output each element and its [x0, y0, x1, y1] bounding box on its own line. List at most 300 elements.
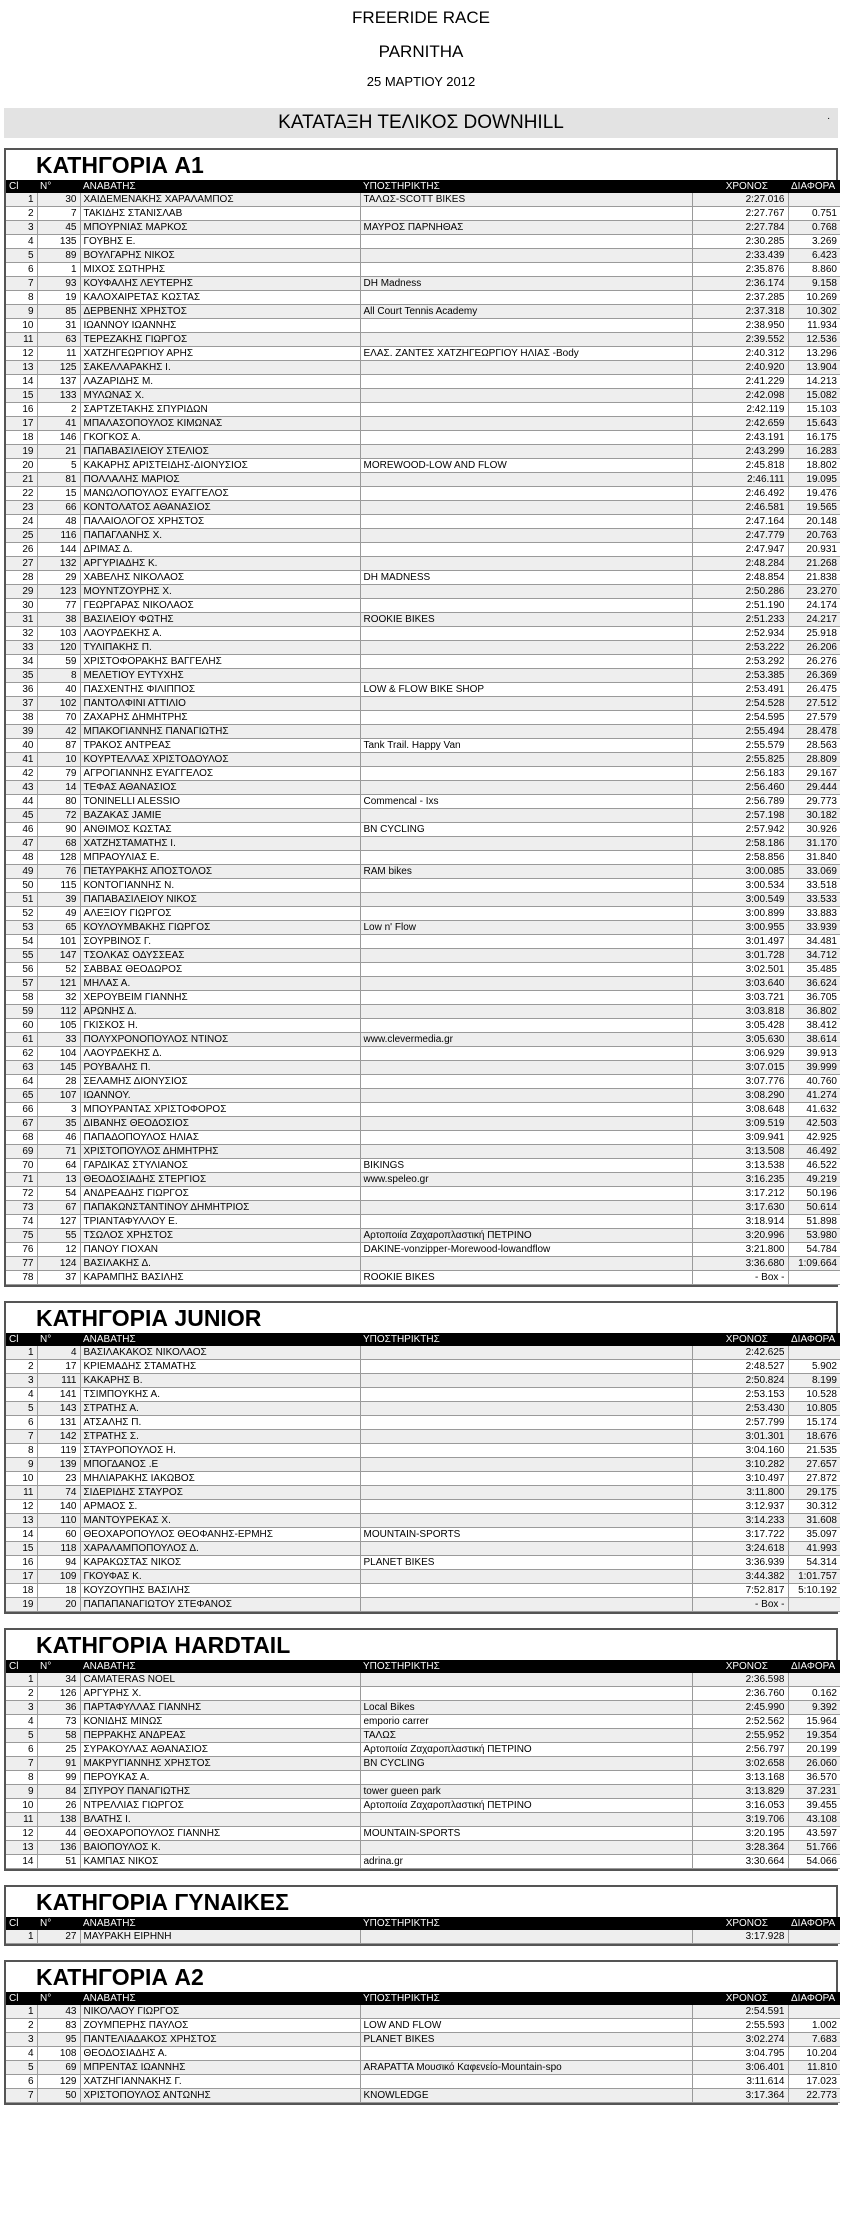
column-header-sponsor: ΥΠΟΣΤΗΡΙΚΤΗΣ — [363, 1661, 440, 1672]
time-cell: - Box - — [692, 1598, 788, 1612]
rider-name-cell: ΓΑΡΔΙΚΑΣ ΣΤΥΛΙΑΝΟΣ — [80, 1159, 360, 1173]
table-row — [6, 1159, 840, 1173]
rider-name-cell: ΑΤΣΑΛΗΣ Π. — [80, 1416, 360, 1430]
table-row — [6, 823, 840, 837]
table-row — [6, 711, 840, 725]
gap-cell: 40.760 — [788, 1075, 840, 1089]
rider-name-cell: ΝΙΚΟΛΑΟΥ ΓΙΩΡΓΟΣ — [80, 2005, 360, 2019]
sponsor-cell — [360, 1402, 692, 1416]
rank-cell: 23 — [6, 501, 37, 515]
rider-name-cell: ΠΑΝΤΟΛΦΙΝΙ ΑΤΤΙΛΙΟ — [80, 697, 360, 711]
bib-number-cell: 121 — [37, 977, 80, 991]
column-header-time: ΧΡΟΝΟΣ — [725, 1334, 768, 1345]
gap-cell: 46.492 — [788, 1145, 840, 1159]
rank-cell: 4 — [6, 2047, 37, 2061]
table-row — [6, 907, 840, 921]
gap-cell: 10.204 — [788, 2047, 840, 2061]
table-row — [6, 347, 840, 361]
rider-name-cell: ΒΟΥΛΓΑΡΗΣ ΝΙΚΟΣ — [80, 249, 360, 263]
rider-name-cell: ΙΩΑΝΝΟΥ ΙΩΑΝΝΗΣ — [80, 319, 360, 333]
time-cell: 2:54.591 — [692, 2005, 788, 2019]
sponsor-cell — [360, 1458, 692, 1472]
rank-cell: 9 — [6, 1458, 37, 1472]
table-row — [6, 893, 840, 907]
gap-cell: 50.614 — [788, 1201, 840, 1215]
sponsor-cell — [360, 879, 692, 893]
time-cell: 3:11.614 — [692, 2075, 788, 2089]
time-cell: 3:01.497 — [692, 935, 788, 949]
table-row — [6, 655, 840, 669]
time-cell: 2:27.784 — [692, 221, 788, 235]
rank-cell: 52 — [6, 907, 37, 921]
time-cell: 3:02.501 — [692, 963, 788, 977]
sponsor-cell — [360, 1131, 692, 1145]
table-row — [6, 445, 840, 459]
bib-number-cell: 58 — [37, 1729, 80, 1743]
rider-name-cell: ΑΓΡΟΓΙΑΝΝΗΣ ΕΥΑΓΓΕΛΟΣ — [80, 767, 360, 781]
time-cell: 3:21.800 — [692, 1243, 788, 1257]
column-header-sponsor: ΥΠΟΣΤΗΡΙΚΤΗΣ — [363, 1993, 440, 2004]
time-cell: 2:36.598 — [692, 1673, 788, 1687]
table-row — [6, 515, 840, 529]
sponsor-cell — [360, 1374, 692, 1388]
rank-cell: 42 — [6, 767, 37, 781]
gap-cell: 33.533 — [788, 893, 840, 907]
rank-cell: 9 — [6, 305, 37, 319]
sponsor-cell — [360, 2047, 692, 2061]
results-table — [6, 1992, 840, 2103]
time-cell: 3:16.053 — [692, 1799, 788, 1813]
rank-cell: 19 — [6, 445, 37, 459]
column-header-no: N° — [40, 1918, 52, 1929]
rank-cell: 21 — [6, 473, 37, 487]
bib-number-cell: 63 — [37, 333, 80, 347]
rider-name-cell: ΒΑΙΟΠΟΥΛΟΣ Κ. — [80, 1841, 360, 1855]
column-header-rider: ΑΝΑΒΑΤΗΣ — [83, 1918, 136, 1929]
bib-number-cell: 85 — [37, 305, 80, 319]
time-cell: 2:50.824 — [692, 1374, 788, 1388]
time-cell: 2:36.174 — [692, 277, 788, 291]
rider-name-cell: ΣΤΡΑΤΗΣ Σ. — [80, 1430, 360, 1444]
gap-cell: 20.763 — [788, 529, 840, 543]
bib-number-cell: 72 — [37, 809, 80, 823]
gap-cell: 36.624 — [788, 977, 840, 991]
sponsor-cell — [360, 1075, 692, 1089]
table-row — [6, 2089, 840, 2103]
bib-number-cell: 30 — [37, 193, 80, 207]
sponsor-cell — [360, 1416, 692, 1430]
rank-cell: 12 — [6, 1827, 37, 1841]
table-row — [6, 935, 840, 949]
time-cell: 2:47.779 — [692, 529, 788, 543]
bib-number-cell: 138 — [37, 1813, 80, 1827]
sponsor-cell: BIKINGS — [360, 1159, 692, 1173]
table-row — [6, 1430, 840, 1444]
bib-number-cell: 19 — [37, 291, 80, 305]
sponsor-cell — [360, 1346, 692, 1360]
rank-cell: 1 — [6, 193, 37, 207]
gap-cell: 50.196 — [788, 1187, 840, 1201]
time-cell: 2:53.292 — [692, 655, 788, 669]
sponsor-cell — [360, 2075, 692, 2089]
bib-number-cell: 15 — [37, 487, 80, 501]
bib-number-cell: 126 — [37, 1687, 80, 1701]
table-row — [6, 2005, 840, 2019]
rider-name-cell: ΒΛΑΤΗΣ Ι. — [80, 1813, 360, 1827]
rank-cell: 54 — [6, 935, 37, 949]
time-cell: 2:58.856 — [692, 851, 788, 865]
gap-cell: 33.518 — [788, 879, 840, 893]
rider-name-cell: ΚΟΥΦΑΛΗΣ ΛΕΥΤΕΡΗΣ — [80, 277, 360, 291]
column-header-rider: ΑΝΑΒΑΤΗΣ — [83, 1993, 136, 2004]
time-cell: 3:07.015 — [692, 1061, 788, 1075]
gap-cell: 53.980 — [788, 1229, 840, 1243]
rank-cell: 13 — [6, 1514, 37, 1528]
table-row — [6, 1201, 840, 1215]
time-cell: 2:48.284 — [692, 557, 788, 571]
time-cell: - Box - — [692, 1271, 788, 1285]
table-row — [6, 669, 840, 683]
table-row — [6, 1103, 840, 1117]
time-cell: 2:50.286 — [692, 585, 788, 599]
gap-cell: 8.199 — [788, 1374, 840, 1388]
rank-cell: 32 — [6, 627, 37, 641]
gap-cell: 54.066 — [788, 1855, 840, 1869]
table-row — [6, 1729, 840, 1743]
gap-cell: 26.206 — [788, 641, 840, 655]
gap-cell: 17.023 — [788, 2075, 840, 2089]
time-cell: 2:42.098 — [692, 389, 788, 403]
sponsor-cell: RAM bikes — [360, 865, 692, 879]
time-cell: 3:28.364 — [692, 1841, 788, 1855]
gap-cell: 26.276 — [788, 655, 840, 669]
table-row — [6, 767, 840, 781]
table-row — [6, 403, 840, 417]
sponsor-cell — [360, 1813, 692, 1827]
rider-name-cell: ΜΠΡΑΟΥΛΙΑΣ Ε. — [80, 851, 360, 865]
bib-number-cell: 23 — [37, 1472, 80, 1486]
sponsor-cell — [360, 1687, 692, 1701]
results-table — [6, 180, 840, 1285]
gap-cell: 35.097 — [788, 1528, 840, 1542]
table-header-row — [6, 180, 840, 193]
rank-cell: 2 — [6, 1687, 37, 1701]
column-header-cl: Cl — [9, 1918, 19, 1929]
sponsor-cell — [360, 361, 692, 375]
sponsor-cell — [360, 1117, 692, 1131]
rider-name-cell: ΠΑΠΑΒΑΣΙΛΕΙΟΥ ΣΤΕΛΙΟΣ — [80, 445, 360, 459]
bib-number-cell: 80 — [37, 795, 80, 809]
time-cell: 3:09.941 — [692, 1131, 788, 1145]
bib-number-cell: 74 — [37, 1486, 80, 1500]
rank-cell: 40 — [6, 739, 37, 753]
table-header-row — [6, 1917, 840, 1930]
gap-cell: 10.805 — [788, 1402, 840, 1416]
gap-cell: 46.522 — [788, 1159, 840, 1173]
gap-cell: 37.231 — [788, 1785, 840, 1799]
time-cell: 3:07.776 — [692, 1075, 788, 1089]
sponsor-cell — [360, 431, 692, 445]
rank-cell: 2 — [6, 1360, 37, 1374]
rank-cell: 10 — [6, 1472, 37, 1486]
table-row — [6, 249, 840, 263]
sponsor-cell — [360, 1444, 692, 1458]
gap-cell: 49.219 — [788, 1173, 840, 1187]
time-cell: 3:06.929 — [692, 1047, 788, 1061]
rank-cell: 66 — [6, 1103, 37, 1117]
rider-name-cell: ΒΑΣΙΛΑΚΗΣ Δ. — [80, 1257, 360, 1271]
rider-name-cell: ΜΠΟΥΡΑΝΤΑΣ ΧΡΙΣΤΟΦΟΡΟΣ — [80, 1103, 360, 1117]
table-row — [6, 1061, 840, 1075]
table-row — [6, 1472, 840, 1486]
rider-name-cell: ΚΑΚΑΡΗΣ ΑΡΙΣΤΕΙΔΗΣ-ΔΙΟΝΥΣΙΟΣ — [80, 459, 360, 473]
gap-cell: 24.174 — [788, 599, 840, 613]
category-section — [4, 1885, 838, 1946]
bib-number-cell: 147 — [37, 949, 80, 963]
bib-number-cell: 99 — [37, 1771, 80, 1785]
rank-cell: 63 — [6, 1061, 37, 1075]
table-row — [6, 543, 840, 557]
table-row — [6, 1556, 840, 1570]
bib-number-cell: 2 — [37, 403, 80, 417]
results-banner — [4, 108, 838, 138]
rank-cell: 3 — [6, 221, 37, 235]
sponsor-cell — [360, 1430, 692, 1444]
gap-cell: 29.444 — [788, 781, 840, 795]
results-table — [6, 1333, 840, 1612]
rank-cell: 19 — [6, 1598, 37, 1612]
rider-name-cell: ΣΤΡΑΤΗΣ Α. — [80, 1402, 360, 1416]
rank-cell: 56 — [6, 963, 37, 977]
gap-cell: 22.773 — [788, 2089, 840, 2103]
gap-cell: 54.784 — [788, 1243, 840, 1257]
sponsor-cell — [360, 263, 692, 277]
rider-name-cell: ΒΑΣΙΛΕΙΟΥ ΦΩΤΗΣ — [80, 613, 360, 627]
sponsor-cell — [360, 1047, 692, 1061]
rank-cell: 10 — [6, 1799, 37, 1813]
rider-name-cell: ΣΟΥΡΒΙΝΟΣ Γ. — [80, 935, 360, 949]
rider-name-cell: ΠΑΝΟΥ ΓΙΟΧΑΝ — [80, 1243, 360, 1257]
rider-name-cell: ΤΥΛΙΠΑΚΗΣ Π. — [80, 641, 360, 655]
sponsor-cell — [360, 1584, 692, 1598]
sponsor-cell: Tank Trail. Happy Van — [360, 739, 692, 753]
time-cell: 3:44.382 — [692, 1570, 788, 1584]
bib-number-cell: 1 — [37, 263, 80, 277]
sponsor-cell: adrina.gr — [360, 1855, 692, 1869]
time-cell: 3:12.937 — [692, 1500, 788, 1514]
table-row — [6, 193, 840, 207]
bib-number-cell: 14 — [37, 781, 80, 795]
sponsor-cell — [360, 697, 692, 711]
gap-cell: 30.182 — [788, 809, 840, 823]
time-cell: 2:57.799 — [692, 1416, 788, 1430]
time-cell: 2:57.942 — [692, 823, 788, 837]
gap-cell: 36.705 — [788, 991, 840, 1005]
table-row — [6, 1930, 840, 1944]
rank-cell: 57 — [6, 977, 37, 991]
rider-name-cell: ΒΑΣΙΛΑΚΑΚΟΣ ΝΙΚΟΛΑΟΣ — [80, 1346, 360, 1360]
table-row — [6, 1033, 840, 1047]
rider-name-cell: TONINELLI ALESSIO — [80, 795, 360, 809]
sponsor-cell — [360, 389, 692, 403]
rank-cell: 6 — [6, 263, 37, 277]
bib-number-cell: 128 — [37, 851, 80, 865]
time-cell: 2:46.581 — [692, 501, 788, 515]
gap-cell: 16.283 — [788, 445, 840, 459]
rank-cell: 33 — [6, 641, 37, 655]
rank-cell: 8 — [6, 1444, 37, 1458]
rider-name-cell: ΣΕΛΑΜΗΣ ΔΙΟΝΥΣΙΟΣ — [80, 1075, 360, 1089]
time-cell: 3:04.160 — [692, 1444, 788, 1458]
bib-number-cell: 4 — [37, 1346, 80, 1360]
gap-cell: 21.535 — [788, 1444, 840, 1458]
bib-number-cell: 137 — [37, 375, 80, 389]
sponsor-cell — [360, 1360, 692, 1374]
rank-cell: 49 — [6, 865, 37, 879]
bib-number-cell: 3 — [37, 1103, 80, 1117]
gap-cell: 39.913 — [788, 1047, 840, 1061]
sponsor-cell — [360, 1388, 692, 1402]
column-header-rider: ΑΝΑΒΑΤΗΣ — [83, 181, 136, 192]
column-header-diff: ΔΙΑΦΟΡΑ — [791, 1918, 836, 1929]
gap-cell: 30.312 — [788, 1500, 840, 1514]
sponsor-cell — [360, 1841, 692, 1855]
rider-name-cell: ΠΑΠΑΔΟΠΟΥΛΟΣ ΗΛΙΑΣ — [80, 1131, 360, 1145]
bib-number-cell: 108 — [37, 2047, 80, 2061]
sponsor-cell: Local Bikes — [360, 1701, 692, 1715]
table-row — [6, 571, 840, 585]
rider-name-cell: ΓΟΥΒΗΣ Ε. — [80, 235, 360, 249]
sponsor-cell — [360, 1187, 692, 1201]
rider-name-cell: ΚΑΛΟΧΑΙΡΕΤΑΣ ΚΩΣΤΑΣ — [80, 291, 360, 305]
sponsor-cell: MOUNTAIN-SPORTS — [360, 1827, 692, 1841]
results-table — [6, 1917, 840, 1944]
bib-number-cell: 142 — [37, 1430, 80, 1444]
bib-number-cell: 29 — [37, 571, 80, 585]
time-cell: 3:13.829 — [692, 1785, 788, 1799]
sponsor-cell: ARAPATTA Μουσικό Καφενείο-Mountain-spo — [360, 2061, 692, 2075]
rider-name-cell: ΡΟΥΒΑΛΗΣ Π. — [80, 1061, 360, 1075]
sponsor-cell: Αρτοποιία Ζαχαροπλαστική ΠΕΤΡΙΝΟ — [360, 1799, 692, 1813]
gap-cell: 42.925 — [788, 1131, 840, 1145]
rank-cell: 68 — [6, 1131, 37, 1145]
time-cell: 3:13.168 — [692, 1771, 788, 1785]
rank-cell: 17 — [6, 417, 37, 431]
sponsor-cell — [360, 249, 692, 263]
gap-cell: 29.167 — [788, 767, 840, 781]
bib-number-cell: 76 — [37, 865, 80, 879]
rank-cell: 74 — [6, 1215, 37, 1229]
rank-cell: 11 — [6, 333, 37, 347]
bib-number-cell: 107 — [37, 1089, 80, 1103]
gap-cell: 7.683 — [788, 2033, 840, 2047]
rank-cell: 3 — [6, 1701, 37, 1715]
column-header-diff: ΔΙΑΦΟΡΑ — [791, 1334, 836, 1345]
time-cell: 3:08.290 — [692, 1089, 788, 1103]
time-cell: 3:04.795 — [692, 2047, 788, 2061]
gap-cell: 1:09.664 — [788, 1257, 840, 1271]
time-cell: 2:54.595 — [692, 711, 788, 725]
gap-cell: 33.069 — [788, 865, 840, 879]
rank-cell: 38 — [6, 711, 37, 725]
gap-cell — [788, 1271, 840, 1285]
gap-cell: 10.269 — [788, 291, 840, 305]
category-section — [4, 148, 838, 1287]
time-cell: 3:10.282 — [692, 1458, 788, 1472]
bib-number-cell: 39 — [37, 893, 80, 907]
table-row — [6, 977, 840, 991]
rank-cell: 27 — [6, 557, 37, 571]
rider-name-cell: ΣΥΡΑΚΟΥΛΑΣ ΑΘΑΝΑΣΙΟΣ — [80, 1743, 360, 1757]
sponsor-cell — [360, 403, 692, 417]
gap-cell: 31.608 — [788, 1514, 840, 1528]
gap-cell: 12.536 — [788, 333, 840, 347]
gap-cell: 43.597 — [788, 1827, 840, 1841]
column-header-no: N° — [40, 1334, 52, 1345]
rider-name-cell: ΚΟΥΛΟΥΜΒΑΚΗΣ ΓΙΩΡΓΟΣ — [80, 921, 360, 935]
column-header-cl: Cl — [9, 1334, 19, 1345]
rider-name-cell: ΧΡΙΣΤΟΠΟΥΛΟΣ ΔΗΜΗΤΡΗΣ — [80, 1145, 360, 1159]
banner-mark: . — [827, 111, 830, 122]
bib-number-cell: 26 — [37, 1799, 80, 1813]
bib-number-cell: 125 — [37, 361, 80, 375]
bib-number-cell: 139 — [37, 1458, 80, 1472]
rider-name-cell: ΧΑΒΕΛΗΣ ΝΙΚΟΛΑΟΣ — [80, 571, 360, 585]
gap-cell: 19.476 — [788, 487, 840, 501]
time-cell: 3:01.301 — [692, 1430, 788, 1444]
rider-name-cell: ΠΑΛΑΙΟΛΟΓΟΣ ΧΡΗΣΤΟΣ — [80, 515, 360, 529]
bib-number-cell: 33 — [37, 1033, 80, 1047]
rider-name-cell: ΚΡΙΕΜΑΔΗΣ ΣΤΑΜΑΤΗΣ — [80, 1360, 360, 1374]
sponsor-cell — [360, 837, 692, 851]
bib-number-cell: 45 — [37, 221, 80, 235]
time-cell: 2:56.789 — [692, 795, 788, 809]
gap-cell: 20.199 — [788, 1743, 840, 1757]
rider-name-cell: ΧΑΤΖΗΓΕΩΡΓΙΟΥ ΑΡΗΣ — [80, 347, 360, 361]
rider-name-cell: ΜΑΝΤΟΥΡΕΚΑΣ Χ. — [80, 1514, 360, 1528]
column-header-rider: ΑΝΑΒΑΤΗΣ — [83, 1334, 136, 1345]
bib-number-cell: 17 — [37, 1360, 80, 1374]
sponsor-cell — [360, 501, 692, 515]
sponsor-cell: DAKINE-vonzipper-Morewood-lowandflow — [360, 1243, 692, 1257]
gap-cell: 27.872 — [788, 1472, 840, 1486]
rank-cell: 37 — [6, 697, 37, 711]
gap-cell: 39.999 — [788, 1061, 840, 1075]
sponsor-cell — [360, 1514, 692, 1528]
rank-cell: 26 — [6, 543, 37, 557]
rider-name-cell: ΜΙΧΟΣ ΣΩΤΗΡΗΣ — [80, 263, 360, 277]
gap-cell: 15.964 — [788, 1715, 840, 1729]
rider-name-cell: ΠΕΤΑΥΡΑΚΗΣ ΑΠΟΣΤΟΛΟΣ — [80, 865, 360, 879]
gap-cell: 30.926 — [788, 823, 840, 837]
time-cell: 2:47.947 — [692, 543, 788, 557]
gap-cell: 1.002 — [788, 2019, 840, 2033]
table-row — [6, 2061, 840, 2075]
time-cell: 2:55.494 — [692, 725, 788, 739]
time-cell: 2:55.825 — [692, 753, 788, 767]
sponsor-cell — [360, 1500, 692, 1514]
bib-number-cell: 133 — [37, 389, 80, 403]
table-row — [6, 1229, 840, 1243]
gap-cell: 25.918 — [788, 627, 840, 641]
table-row — [6, 991, 840, 1005]
time-cell: 2:53.385 — [692, 669, 788, 683]
table-row — [6, 1813, 840, 1827]
gap-cell: 29.175 — [788, 1486, 840, 1500]
time-cell: 2:54.528 — [692, 697, 788, 711]
rank-cell: 9 — [6, 1785, 37, 1799]
sponsor-cell: LOW AND FLOW — [360, 2019, 692, 2033]
